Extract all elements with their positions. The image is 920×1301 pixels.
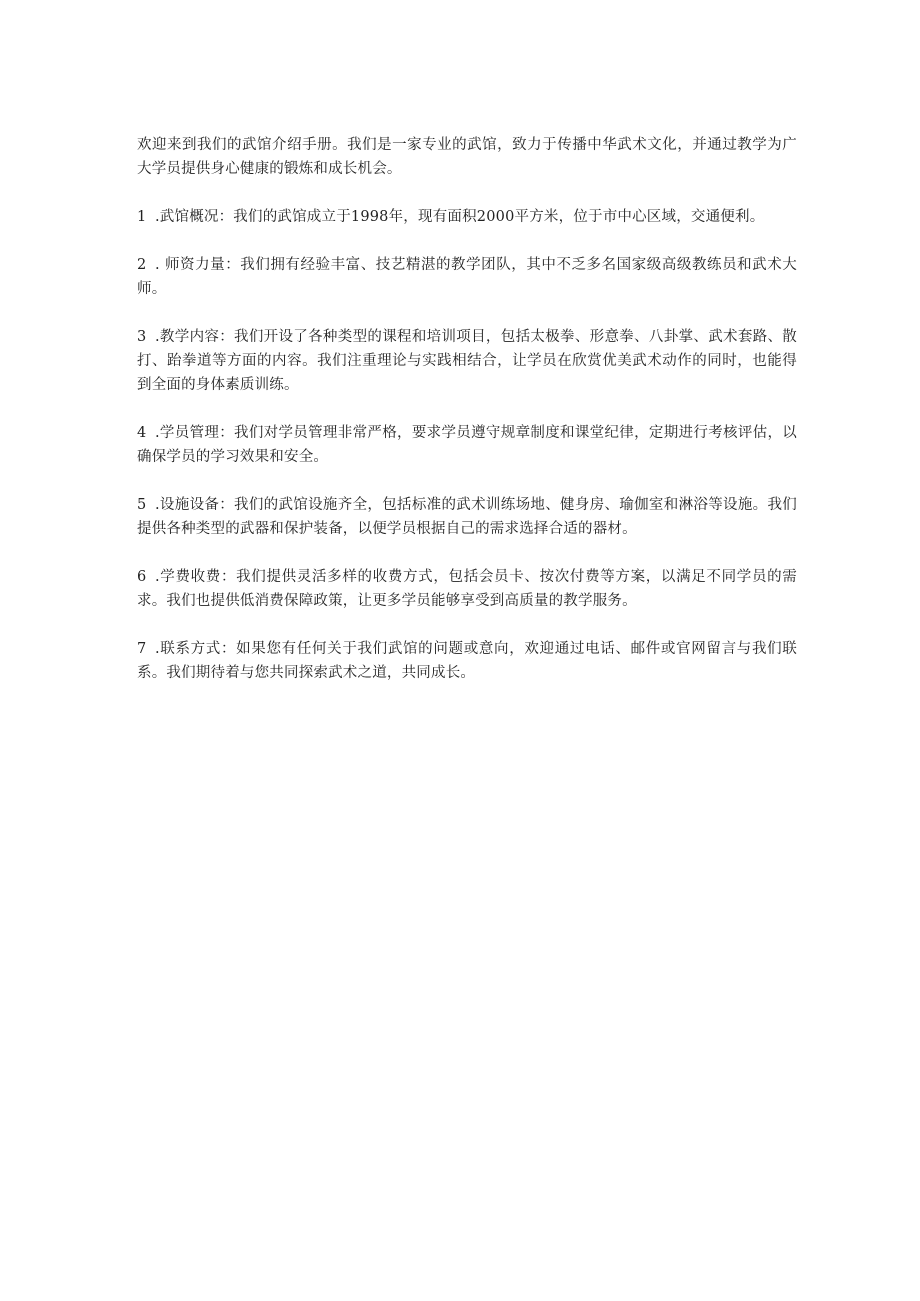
item-number: 2 [137, 257, 147, 273]
intro-paragraph: 欢迎来到我们的武馆介绍手册。我们是一家专业的武馆，致力于传播中华武术文化，并通过教学为广大学员提供身心健康的锻炼和成长机会。 [137, 137, 797, 177]
list-item [137, 253, 797, 301]
list-item [137, 637, 797, 685]
item-number: 3 [137, 329, 147, 345]
item-text: .教学内容：我们开设了各种类型的课程和培训项目，包括太极拳、形意拳、八卦掌、武术套路、散打、跆拳道等方面的内容。我们注重理论与实践相结合，让学员在欣赏优美武术动作的同时，也能得到全面的身体素质训练。 [137, 329, 797, 393]
item-text: .学费收费：我们提供灵活多样的收费方式，包括会员卡、按次付费等方案，以满足不同学员的需求。我们也提供低消费保障政策，让更多学员能够享受到高质量的教学服务。 [137, 569, 797, 609]
item-number: 5 [137, 497, 147, 513]
list-item [137, 325, 797, 397]
item-number: 4 [137, 425, 147, 441]
item-number: 6 [137, 569, 147, 585]
item-number: 7 [137, 641, 147, 657]
item-text: .武馆概况：我们的武馆成立于1998年，现有面积2000平方米，位于市中心区域，交通便利。 [155, 209, 765, 225]
list-item [137, 421, 797, 469]
list-item [137, 565, 797, 613]
item-text: .学员管理：我们对学员管理非常严格，要求学员遵守规章制度和课堂纪律，定期进行考核评估，以确保学员的学习效果和安全。 [137, 425, 797, 465]
item-text: .设施设备：我们的武馆设施齐全，包括标准的武术训练场地、健身房、瑜伽室和淋浴等设施。我们提供各种类型的武器和保护装备，以便学员根据自己的需求选择合适的器材。 [137, 497, 797, 537]
item-text: . 师资力量：我们拥有经验丰富、技艺精湛的教学团队，其中不乏多名国家级高级教练员和武术大师。 [137, 257, 797, 297]
list-item [137, 493, 797, 541]
list-item [137, 205, 797, 229]
document-page [137, 133, 797, 709]
item-number: 1 [137, 209, 147, 225]
item-text: .联系方式：如果您有任何关于我们武馆的问题或意向，欢迎通过电话、邮件或官网留言与我们联系。我们期待着与您共同探索武术之道，共同成长。 [137, 641, 797, 681]
